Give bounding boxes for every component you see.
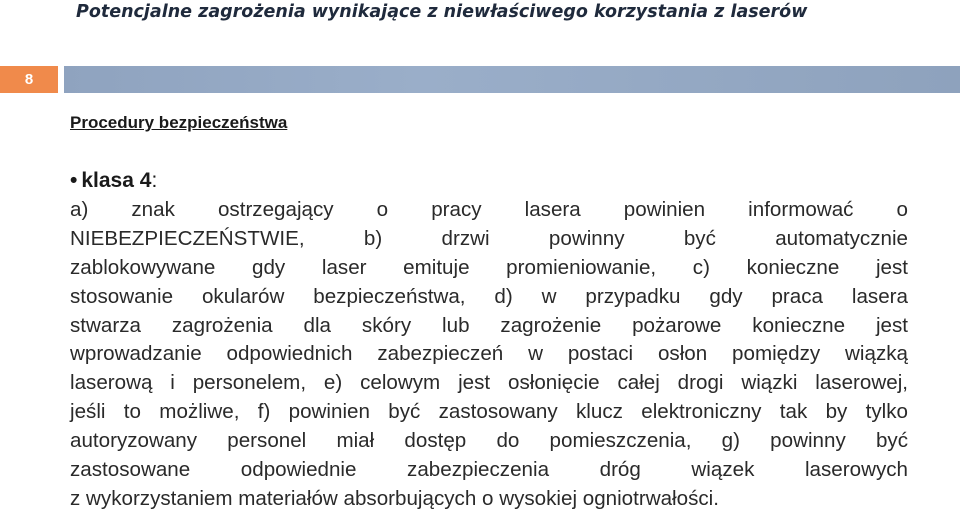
header-bar [64, 66, 960, 93]
body-line: z wykorzystaniem materiałów absorbujących o wysokiej ogniotrwałości. [70, 486, 719, 510]
body-line: stwarza zagrożenia dla skóry lub zagrożenie pożarowe konieczne jest [70, 313, 908, 337]
slide-number-badge: 8 [0, 66, 58, 93]
bullet-suffix: : [151, 169, 158, 192]
body-line: a) znak ostrzegający o pracy lasera powinien informować o [70, 198, 908, 221]
bullet-icon: • [70, 169, 78, 192]
body-line: zastosowane odpowiednie zabezpieczenia dróg wiązek laserowych [70, 458, 908, 482]
section-heading: Procedury bezpieczeństwa [70, 113, 288, 132]
bullet-label: klasa 4 [81, 169, 152, 192]
body-line: stosowanie okularów bezpieczeństwa, d) w przypadku gdy praca lasera [70, 284, 908, 308]
body-paragraph [70, 196, 908, 512]
body-line: wprowadzanie odpowiednich zabezpieczeń w postaci osłon pomiędzy wiązką [70, 342, 908, 366]
body-line: autoryzowany personel miał dostęp do pomieszczenia, g) powinny być [70, 429, 908, 453]
body-line: jeśli to możliwe, f) powinien być zastosowany klucz elektroniczny tak by tylko [70, 400, 908, 424]
bullet-item [70, 167, 157, 195]
slide-header-title: Potencjalne zagrożenia wynikające z niewłaściwego korzystania z laserów [76, 2, 808, 22]
body-line: laserową i personelem, e) celowym jest osłonięcie całej drogi wiązki laserowej, [70, 371, 908, 395]
body-line: NIEBEZPIECZEŃSTWIE, b) drzwi powinny być automatycznie [70, 226, 908, 250]
body-line: zablokowywane gdy laser emituje promieniowanie, c) konieczne jest [70, 255, 908, 279]
